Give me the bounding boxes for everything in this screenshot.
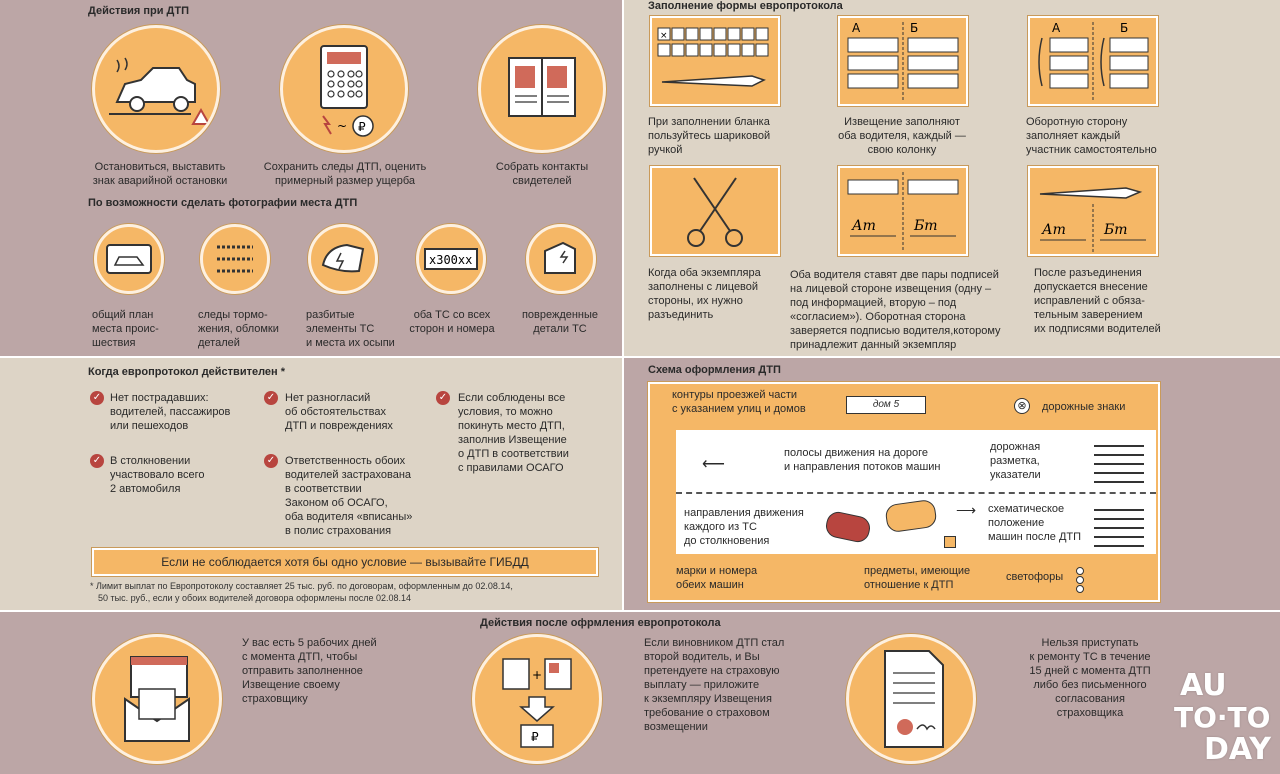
lane-divider — [676, 492, 1156, 494]
arrow-right-icon: ⟶ — [956, 502, 977, 518]
broken-parts-icon — [308, 224, 378, 294]
caption-broken-parts: разбитые элементы ТС и места их осыпи — [306, 309, 395, 349]
label-traffic-lights: светофоры — [1006, 571, 1064, 583]
overview-photo-icon — [94, 224, 164, 294]
autotoday-watermark-logo: AU TO·TO DAY — [1174, 668, 1271, 767]
column-b-letter: Б — [910, 21, 919, 35]
signature-b: Бт — [914, 218, 938, 234]
caption-corrections: После разъединения допускается внесение исправлений с обяза- тельным заверением их подписями водителей — [1034, 267, 1161, 335]
object-marker-icon — [944, 536, 956, 548]
section-title-valid: Когда европротокол действителен * — [88, 366, 286, 378]
caption-emergency-stop: Остановиться, выставить знак аварийной остановки — [92, 161, 228, 187]
svg-text:₽: ₽ — [358, 120, 366, 134]
document-seal-illustration — [846, 634, 976, 764]
section-title-photos: По возможности сделать фотографии места ДТП — [88, 197, 358, 209]
back-side-illustration — [1028, 16, 1158, 106]
footnote-limit: * Лимит выплат по Европротоколу составляет 25 тыс. руб. по договорам, оформленным до 02.08.14, 50 тыс. руб., если у обоих водителей договора оформлены после 02.08.14 — [90, 581, 513, 603]
caption-damage-estimate: Сохранить следы ДТП, оценить примерный размер ущерба — [263, 161, 427, 187]
section-title-scheme: Схема оформления ДТП — [648, 364, 781, 376]
caption-back-side: Оборотную сторону заполняет каждый участник самостоятельно — [1026, 116, 1157, 156]
svg-text:×: × — [660, 31, 668, 41]
witness-contacts-illustration — [478, 25, 606, 153]
corrections-illustration — [1028, 166, 1158, 256]
emergency-stop-illustration — [92, 25, 220, 153]
correction-signature-a: Ат — [1042, 222, 1066, 238]
label-contours: контуры проезжей части с указанием улиц и домов — [672, 389, 806, 415]
scissors-illustration — [650, 166, 780, 256]
signature-a: Ат — [852, 218, 876, 234]
back-column-b-letter: Б — [1120, 21, 1129, 35]
signatures-illustration — [838, 166, 968, 256]
caption-five-days: У вас есть 5 рабочих дней с момента ДТП, чтобы отправить заполненное Извещение своему страховщику — [242, 637, 377, 705]
check-icon: ✓ — [90, 454, 104, 468]
condition-no-disagreements: Нет разногласий об обстоятельствах ДТП и повреждениях — [285, 392, 393, 432]
pen-form-illustration — [650, 16, 780, 106]
arrow-left-icon: ⟵ — [702, 456, 725, 473]
plates-icon — [416, 224, 486, 294]
condition-two-cars: В столкновении участвовало всего 2 автомобиля — [110, 455, 205, 495]
caption-pen: При заполнении бланка пользуйтесь шариковой ручкой — [648, 116, 771, 156]
damaged-parts-icon — [526, 224, 596, 294]
label-lanes: полосы движения на дороге и направления потоков машин — [784, 447, 941, 473]
column-a-letter: А — [852, 21, 861, 35]
section-title-actions: Действия при ДТП — [88, 5, 189, 17]
section-title-after: Действия после офрмления европротокола — [480, 617, 721, 629]
condition-insured: Ответственность обоих водителей застрахована в соответствии Законом об ОСАГО, оба водителя «вписаны» в полис страхования — [285, 455, 413, 537]
two-columns-illustration — [838, 16, 968, 106]
caption-two-columns: Извещение заполняют оба водителя, каждый — свою колонку — [838, 116, 966, 156]
label-brands: марки и номера обеих машин — [676, 565, 758, 591]
traffic-light-icon — [1074, 566, 1086, 594]
condition-can-leave: Если соблюдены все условия, то можно покинуть место ДТП, заполнив Извещение о ДТП в соответствии с правилами ОСАГО — [458, 392, 569, 474]
caption-brake-marks: следы тормо- жения, обломки деталей — [198, 309, 279, 349]
damage-estimate-illustration — [280, 25, 408, 153]
svg-text:₽: ₽ — [531, 730, 539, 744]
label-position: схематическое положение машин после ДТП — [988, 503, 1082, 543]
check-icon: ✓ — [264, 391, 278, 405]
label-objects: предметы, имеющие отношение к ДТП — [864, 565, 971, 591]
label-road-signs: дорожные знаки — [1042, 401, 1126, 413]
house-label-box — [846, 396, 926, 414]
caption-damaged-parts: поврежденные детали ТС — [521, 309, 599, 335]
section-title-form: Заполнение формы европротокола — [648, 0, 843, 12]
call-police-banner: Если не соблюдается хотя бы одно условие — вызывайте ГИБДД — [92, 548, 598, 576]
correction-signature-b: Бт — [1104, 222, 1128, 238]
svg-text:+: + — [532, 668, 543, 682]
road-marking-lines-lower — [1094, 502, 1144, 550]
plate-text: x300xx — [429, 253, 473, 267]
back-column-a-letter: А — [1052, 21, 1061, 35]
road-marking-lines — [1094, 438, 1144, 486]
road-sign-icon: ⊗ — [1014, 398, 1030, 414]
caption-scissors: Когда оба экземпляра заполнены с лицевой стороны, их нужно разъединить — [648, 267, 761, 321]
house-label: дом 5 — [872, 399, 900, 410]
caption-witness-contacts: Собрать контакты свидетелей — [495, 161, 589, 187]
check-icon: ✓ — [90, 391, 104, 405]
caption-signatures: Оба водителя ставят две пары подписей на лицевой стороне извещения (одну – под информацией, вторую – под «согласием»). Оборотная сторона заверяется подписью водителя,которому принадлежит данный экземпляр — [790, 269, 1001, 351]
caption-plates: оба ТС со всех сторон и номера — [409, 309, 495, 335]
label-directions: направления движения каждого из ТС до столкновения — [684, 507, 804, 547]
condition-no-victims: Нет пострадавших: водителей, пассажиров или пешеходов — [110, 392, 231, 432]
mail-calendar-illustration — [92, 634, 222, 764]
check-icon: ✓ — [436, 391, 450, 405]
caption-overview: общий план места проис- шествия — [92, 309, 159, 349]
caption-claim: Если виновником ДТП стал второй водитель, и Вы претендуете на страховую выплату — приложите к экземпляру Извещения требование о страховом возмещении — [644, 637, 785, 733]
label-marking: дорожная разметка, указатели — [990, 441, 1041, 481]
check-icon: ✓ — [264, 454, 278, 468]
caption-no-repair: Нельзя приступать к ремонту ТС в течение 15 дней с момента ДТП либо без письменного согласования страховщика — [1029, 637, 1151, 719]
brake-marks-icon — [200, 224, 270, 294]
claim-illustration — [472, 634, 602, 764]
svg-text:~: ~ — [337, 119, 348, 133]
